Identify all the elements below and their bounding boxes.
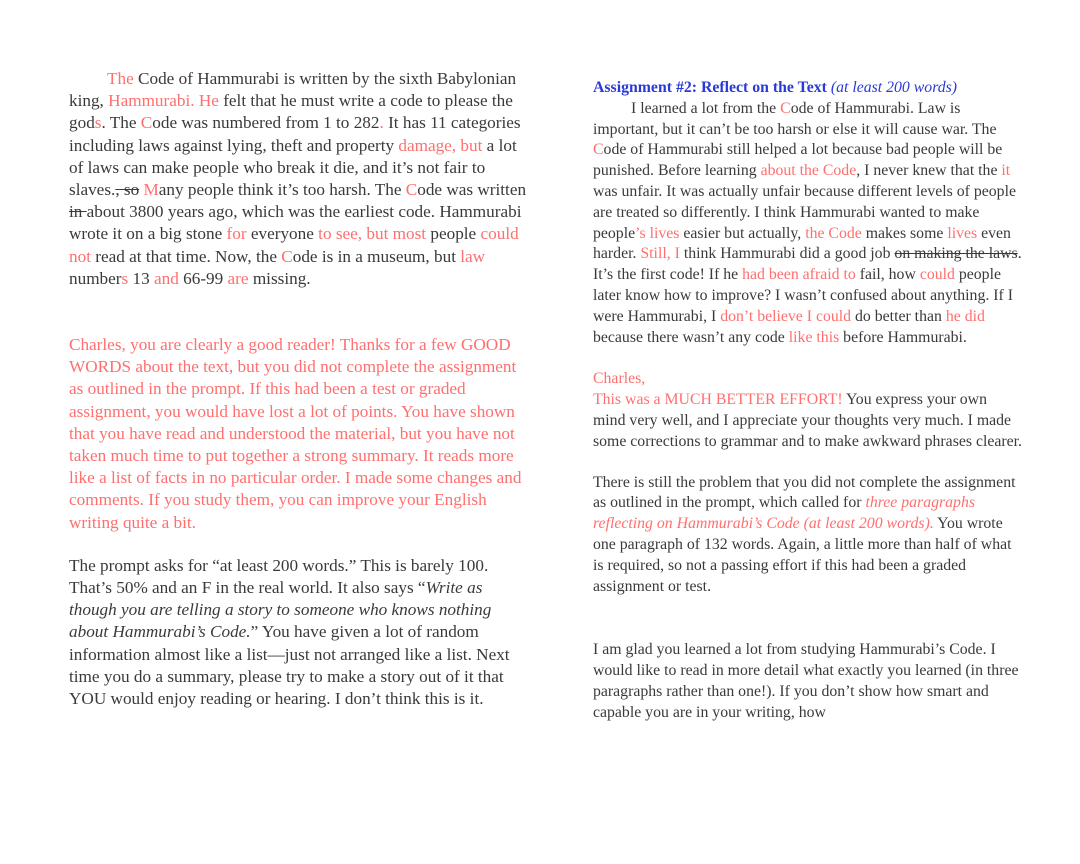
left-column <box>69 68 531 710</box>
student-reflection-paragraph: I learned a lot from the Code of Hammurabi. Law is important, but it can’t be too harsh or else it will cause war. The Code of Hammurabi still helped a lot because bad people will be punished. Before learning about the Code, I never knew that the it was unfair. It was actually unfair because different levels of people are treated so differently. I think Hammurabi wanted to make people’s lives easier but actually, the Code makes some lives even harder. Still, I think Hammurabi did a good job on making the laws. It’s the first code! If he had been afraid to fail, how could people later know how to improve? I wasn’t confused about anything. If I were Hammurabi, I don’t believe I could do better than he did because there wasn’t any code like this before Hammurabi. <box>593 99 1022 346</box>
teacher-requirement-paragraph: There is still the problem that you did not complete the assignment as outlined in the prompt, which called for three paragraphs reflecting on Hammurabi’s Code (at least 200 words). You wrote one paragraph of 132 words. Again, a little more than half of what is required, so not a passing effort if this had been a graded assignment or test. <box>593 473 1016 595</box>
assignment-heading: Assignment #2: Reflect on the Text (at least 200 words) <box>593 79 958 96</box>
teacher-prompt-paragraph: The prompt asks for “at least 200 words.” This is barely 100. That’s 50% and an F in the real world. It also says “Write as though you are telling a story to someone who knows nothing about Hammurabi’s Code.” You have given a lot of random information almost like a list—just not arranged like a list. Next time you do a summary, please try to make a story out of it that YOU would enjoy reading or hearing. I don’t think this is it. <box>69 555 510 709</box>
teacher-closing-paragraph: I am glad you learned a lot from studying Hammurabi’s Code. I would like to read in more detail what exactly you learned (in three paragraphs rather than one!). If you don’t show how smart and capable you are in your writing, how <box>593 641 1019 721</box>
right-column <box>593 78 1023 736</box>
teacher-feedback-paragraph: Charles, you are clearly a good reader! Thanks for a few GOOD WORDS about the text, but you did not complete the assignment as outlined in the prompt. If this had been a test or graded assignment, you would have lost a lot of points. You have shown that you have read and understood the material, but you have not taken much time to put together a strong summary. It reads more like a list of facts in no particular order. I made some changes and comments. If you study them, you can improve your English writing quite a bit. <box>69 335 522 532</box>
student-summary-paragraph: The Code of Hammurabi is written by the sixth Babylonian king, Hammurabi. He felt that he must write a code to please the gods. The Code was numbered from 1 to 282. It has 11 categories including laws against lying, theft and property damage, but a lot of laws can make people who break it die, and it’s not fair to slaves., so Many people think it’s too harsh. The Code was written in about 3800 years ago, which was the earliest code. Hammurabi wrote it on a big stone for everyone to see, but most people could not read at that time. Now, the Code is in a museum, but law numbers 13 and 66-99 are missing. <box>69 69 527 288</box>
feedback-greeting: Charles, <box>593 370 646 388</box>
cut-off-line <box>593 724 1023 736</box>
feedback-lead: This was a MUCH BETTER EFFORT! <box>593 391 843 409</box>
teacher-feedback-paragraph-2: Charles, This was a MUCH BETTER EFFORT! You express your own mind very well, and I appreciate your thoughts very much. I made some corrections to grammar and to make awkward phrases clearer. <box>593 370 1022 450</box>
